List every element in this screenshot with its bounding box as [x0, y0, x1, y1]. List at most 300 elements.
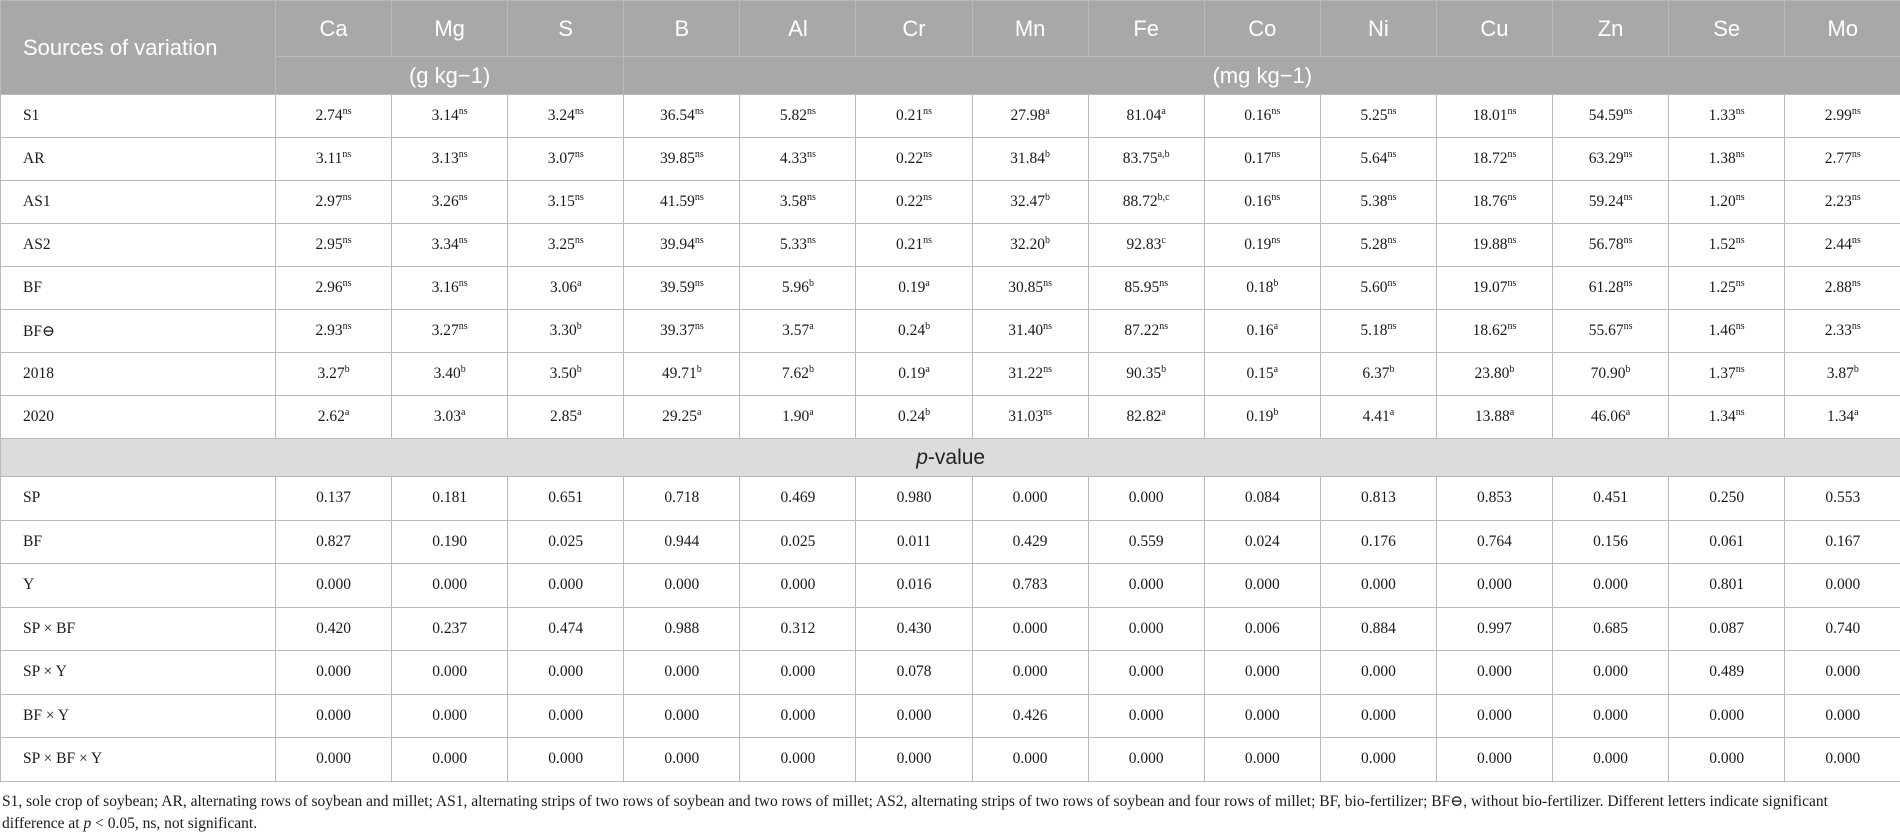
data-cell: [508, 181, 624, 224]
significance-letter: ns: [1735, 149, 1745, 160]
pvalue-cell: 0.250: [1669, 477, 1785, 521]
data-cell: [1088, 138, 1204, 181]
significance-letter: b: [1045, 149, 1051, 160]
significance-letter: ns: [1271, 149, 1281, 160]
pvalue-cell: 0.469: [740, 477, 856, 521]
significance-letter: ns: [342, 192, 352, 203]
significance-letter: ns: [1159, 321, 1169, 332]
significance-letter: ns: [1623, 106, 1633, 117]
cell-value: 0.17: [1244, 150, 1272, 167]
significance-letter: b: [1273, 407, 1279, 418]
significance-letter: ns: [1851, 278, 1861, 289]
data-cell: [856, 353, 972, 396]
data-cell: [972, 181, 1088, 224]
cell-value: 3.13: [431, 150, 459, 167]
significance-letter: b: [1161, 364, 1167, 375]
significance-letter: a: [1161, 407, 1166, 418]
row-label: AS2: [1, 224, 276, 267]
significance-letter: a: [460, 407, 466, 418]
cell-value: 4.41: [1362, 408, 1390, 425]
significance-letter: ns: [342, 321, 352, 332]
significance-letter: ns: [1851, 235, 1861, 246]
data-cell: [856, 267, 972, 310]
data-cell: [392, 310, 508, 353]
column-header-fe: Fe: [1088, 1, 1204, 57]
cell-value: 2.62: [317, 408, 345, 425]
pvalue-cell: 0.651: [508, 477, 624, 521]
significance-letter: ns: [574, 235, 584, 246]
column-header-mo: Mo: [1785, 1, 1900, 57]
data-cell: [1088, 181, 1204, 224]
table-footnote: [0, 791, 1892, 835]
significance-letter: a: [344, 407, 350, 418]
cell-value: 3.57: [782, 322, 810, 339]
data-cell: [1204, 181, 1320, 224]
data-cell: [1088, 353, 1204, 396]
cell-value: 0.21: [896, 107, 924, 124]
significance-letter: a: [1161, 106, 1166, 117]
cell-value: 3.27: [431, 322, 459, 339]
data-cell: [624, 138, 740, 181]
significance-letter: b: [1509, 364, 1515, 375]
cell-value: 19.88: [1472, 236, 1508, 253]
data-cell: [624, 396, 740, 439]
significance-letter: a: [1389, 407, 1395, 418]
cell-value: 49.71: [661, 365, 697, 382]
data-cell: [1785, 138, 1900, 181]
cell-value: 3.27: [317, 365, 345, 382]
data-cell: [740, 267, 856, 310]
data-cell: [1669, 95, 1785, 138]
significance-letter: ns: [458, 235, 468, 246]
significance-letter: a: [1625, 407, 1631, 418]
pvalue-cell: 0.000: [856, 738, 972, 782]
cell-value: 0.15: [1246, 365, 1274, 382]
significance-letter: a: [925, 364, 930, 375]
significance-letter: ns: [1507, 321, 1517, 332]
significance-letter: ns: [1387, 235, 1397, 246]
significance-letter: ns: [1735, 407, 1745, 418]
pvalue-cell: 0.000: [1436, 651, 1552, 695]
data-cell: [740, 181, 856, 224]
cell-value: 3.16: [431, 279, 459, 296]
cell-value: 39.37: [659, 322, 695, 339]
pvalue-cell: 0.011: [856, 520, 972, 564]
cell-value: 0.18: [1246, 279, 1274, 296]
cell-value: 3.26: [431, 193, 459, 210]
pvalue-cell: 0.000: [624, 651, 740, 695]
data-cell: [276, 396, 392, 439]
pvalue-cell: 0.429: [972, 520, 1088, 564]
pvalue-cell: 0.000: [1320, 651, 1436, 695]
pvalue-cell: 0.853: [1436, 477, 1552, 521]
significance-letter: ns: [807, 192, 816, 203]
column-header-b: B: [624, 1, 740, 57]
table-row: [1, 396, 1900, 439]
cell-value: 3.03: [433, 408, 461, 425]
pvalue-cell: 0.988: [624, 607, 740, 651]
cell-value: 0.16: [1244, 193, 1272, 210]
significance-letter: b: [576, 321, 582, 332]
cell-value: 0.22: [896, 193, 924, 210]
pvalue-section-row: [1, 439, 1900, 477]
significance-letter: ns: [1043, 278, 1052, 289]
pvalue-cell: 0.000: [392, 694, 508, 738]
cell-value: 6.37: [1362, 365, 1390, 382]
data-cell: [624, 224, 740, 267]
pvalue-cell: 0.087: [1669, 607, 1785, 651]
row-label: SP: [1, 477, 276, 521]
pvalue-cell: 0.137: [276, 477, 392, 521]
column-header-mn: Mn: [972, 1, 1088, 57]
table-row: [1, 353, 1900, 396]
pvalue-cell: 0.312: [740, 607, 856, 651]
data-cell: [624, 353, 740, 396]
pvalue-cell: 0.000: [276, 694, 392, 738]
data-cell: [624, 95, 740, 138]
data-cell: [972, 353, 1088, 396]
cell-value: 0.22: [896, 150, 924, 167]
data-cell: [856, 224, 972, 267]
data-cell: [392, 267, 508, 310]
data-cell: [1553, 224, 1669, 267]
cell-value: 2.44: [1824, 236, 1852, 253]
pvalue-cell: 0.000: [1669, 694, 1785, 738]
pvalue-cell: 0.000: [1669, 738, 1785, 782]
significance-letter: b,c: [1157, 192, 1170, 203]
pvalue-cell: 0.426: [972, 694, 1088, 738]
data-cell: [508, 138, 624, 181]
cell-value: 18.76: [1472, 193, 1508, 210]
significance-letter: ns: [1623, 235, 1633, 246]
significance-letter: ns: [458, 149, 468, 160]
significance-letter: ns: [1387, 149, 1397, 160]
significance-letter: ns: [1735, 235, 1745, 246]
cell-value: 0.24: [897, 322, 926, 339]
significance-letter: a: [925, 278, 930, 289]
pvalue-cell: 0.000: [1320, 564, 1436, 608]
pvalue-cell: 0.474: [508, 607, 624, 651]
significance-letter: ns: [1735, 106, 1745, 117]
data-cell: [624, 310, 740, 353]
significance-letter: a: [809, 407, 814, 418]
data-cell: [624, 181, 740, 224]
footnote-text-1: S1, sole crop of soybean; AR, alternating rows of soybean and millet; AS1, alternating strips of two rows of soybean and two rows of millet; AS2, alternating strips of two rows of soybean and four rows of millet; BF, bio-fertilizer; BF⊖, without bio-fertilizer. Different letters indicate significant difference at: [2, 793, 1828, 832]
significance-letter: ns: [807, 106, 816, 117]
cell-value: 5.28: [1360, 236, 1388, 253]
pvalue-cell: 0.000: [1436, 738, 1552, 782]
cell-value: 2.97: [315, 193, 343, 210]
data-cell: [1436, 138, 1552, 181]
pvalue-cell: 0.061: [1669, 520, 1785, 564]
pvalue-heading: [1, 439, 1900, 477]
data-cell: [508, 224, 624, 267]
pvalue-cell: 0.000: [1204, 694, 1320, 738]
pvalue-cell: 0.000: [856, 694, 972, 738]
cell-value: 92.83: [1126, 236, 1162, 253]
pvalue-cell: 0.000: [1088, 477, 1204, 521]
data-cell: [740, 95, 856, 138]
pvalue-cell: 0.884: [1320, 607, 1436, 651]
data-cell: [1320, 181, 1436, 224]
data-cell: [1669, 396, 1785, 439]
cell-value: 19.07: [1472, 279, 1508, 296]
pvalue-cell: 0.740: [1785, 607, 1900, 651]
cell-value: 2.88: [1824, 279, 1852, 296]
data-cell: [972, 224, 1088, 267]
pvalue-cell: 0.000: [276, 564, 392, 608]
table-row: [1, 138, 1900, 181]
pvalue-cell: 0.000: [740, 564, 856, 608]
pvalue-cell: 0.000: [1553, 651, 1669, 695]
cell-value: 2.23: [1824, 193, 1852, 210]
data-cell: [1785, 95, 1900, 138]
data-cell: [740, 353, 856, 396]
significance-letter: ns: [1735, 192, 1745, 203]
cell-value: 2.85: [549, 408, 578, 425]
pvalue-cell: 0.000: [276, 738, 392, 782]
cell-value: 2.93: [315, 322, 343, 339]
data-cell: [1785, 267, 1900, 310]
significance-letter: ns: [923, 106, 933, 117]
cell-value: 90.35: [1126, 365, 1162, 382]
significance-letter: b: [808, 364, 814, 375]
significance-letter: a,b: [1157, 149, 1170, 160]
data-cell: [1669, 267, 1785, 310]
cell-value: 32.47: [1010, 193, 1046, 210]
pvalue-cell: 0.000: [740, 651, 856, 695]
pvalue-cell: 0.553: [1785, 477, 1900, 521]
cell-value: 5.96: [781, 279, 809, 296]
data-cell: [1553, 396, 1669, 439]
data-cell: [972, 267, 1088, 310]
pvalue-cell: 0.000: [972, 607, 1088, 651]
data-cell: [1204, 353, 1320, 396]
significance-letter: ns: [1043, 364, 1052, 375]
cell-value: 18.72: [1472, 150, 1508, 167]
pvalue-cell: 0.813: [1320, 477, 1436, 521]
data-cell: [1553, 95, 1669, 138]
table-row: [1, 477, 1900, 521]
column-header-al: Al: [740, 1, 856, 57]
significance-letter: ns: [694, 321, 704, 332]
significance-letter: b: [1273, 278, 1279, 289]
significance-letter: ns: [1271, 192, 1281, 203]
cell-value: 39.85: [659, 150, 695, 167]
data-cell: [1553, 310, 1669, 353]
significance-letter: ns: [694, 106, 704, 117]
cell-value: 1.34: [1826, 408, 1855, 425]
significance-letter: ns: [458, 278, 468, 289]
cell-value: 0.19: [898, 365, 926, 382]
significance-letter: b: [1389, 364, 1395, 375]
pvalue-cell: 0.000: [972, 651, 1088, 695]
cell-value: 39.59: [659, 279, 695, 296]
pvalue-cell: 0.000: [508, 738, 624, 782]
pvalue-cell: 0.000: [972, 738, 1088, 782]
data-cell: [972, 95, 1088, 138]
pvalue-cell: 0.084: [1204, 477, 1320, 521]
cell-value: 54.59: [1588, 107, 1624, 124]
cell-value: 3.25: [547, 236, 575, 253]
significance-letter: ns: [694, 235, 704, 246]
significance-letter: a: [1045, 106, 1050, 117]
cell-value: 1.33: [1708, 107, 1736, 124]
column-header-co: Co: [1204, 1, 1320, 57]
column-header-s: S: [508, 1, 624, 57]
significance-letter: a: [577, 407, 582, 418]
cell-value: 88.72: [1122, 193, 1158, 210]
significance-letter: ns: [1735, 321, 1745, 332]
pvalue-cell: 0.006: [1204, 607, 1320, 651]
significance-letter: b: [1853, 364, 1859, 375]
cell-value: 83.75: [1122, 150, 1158, 167]
data-cell: [1436, 310, 1552, 353]
cell-value: 5.64: [1360, 150, 1388, 167]
cell-value: 3.30: [549, 322, 577, 339]
data-cell: [1436, 396, 1552, 439]
data-cell: [276, 353, 392, 396]
cell-value: 3.50: [549, 365, 577, 382]
cell-value: 31.40: [1008, 322, 1044, 339]
cell-value: 0.21: [896, 236, 924, 253]
unit-label: (g kg−1): [276, 57, 624, 95]
column-header-cr: Cr: [856, 1, 972, 57]
cell-value: 1.52: [1708, 236, 1736, 253]
pvalue-cell: 0.000: [624, 738, 740, 782]
significance-letter: ns: [923, 192, 933, 203]
row-label: 2020: [1, 396, 276, 439]
data-cell: [276, 310, 392, 353]
pvalue-cell: 0.000: [1553, 564, 1669, 608]
cell-value: 55.67: [1588, 322, 1624, 339]
data-cell: [1669, 138, 1785, 181]
significance-letter: ns: [1851, 321, 1861, 332]
pvalue-cell: 0.000: [1320, 738, 1436, 782]
cell-value: 1.20: [1708, 193, 1736, 210]
significance-letter: ns: [1159, 278, 1169, 289]
data-cell: [1204, 396, 1320, 439]
pvalue-cell: 0.000: [1436, 694, 1552, 738]
data-cell: [624, 267, 740, 310]
pvalue-cell: 0.000: [624, 694, 740, 738]
data-cell: [1669, 310, 1785, 353]
pvalue-cell: 0.764: [1436, 520, 1552, 564]
pvalue-cell: 0.000: [1436, 564, 1552, 608]
data-cell: [1553, 353, 1669, 396]
unit-row: [1, 57, 1900, 95]
pvalue-cell: 0.000: [508, 564, 624, 608]
significance-letter: ns: [1623, 278, 1633, 289]
data-cell: [740, 138, 856, 181]
pvalue-cell: 0.025: [740, 520, 856, 564]
data-cell: [740, 310, 856, 353]
data-cell: [1436, 224, 1552, 267]
data-cell: [1436, 95, 1552, 138]
cell-value: 5.33: [779, 236, 808, 253]
pvalue-cell: 0.000: [392, 564, 508, 608]
data-cell: [1204, 267, 1320, 310]
data-cell: [1785, 310, 1900, 353]
pvalue-cell: 0.000: [1785, 694, 1900, 738]
pvalue-cell: 0.000: [1204, 564, 1320, 608]
row-label: SP × Y: [1, 651, 276, 695]
pvalue-cell: 0.801: [1669, 564, 1785, 608]
pvalue-cell: 0.176: [1320, 520, 1436, 564]
cell-value: 2.74: [315, 107, 343, 124]
row-label: 2018: [1, 353, 276, 396]
significance-letter: ns: [923, 235, 933, 246]
cell-value: 5.25: [1360, 107, 1388, 124]
pvalue-cell: 0.000: [1088, 651, 1204, 695]
significance-letter: ns: [694, 149, 704, 160]
significance-letter: ns: [694, 278, 704, 289]
cell-value: 2.96: [315, 279, 343, 296]
data-cell: [508, 267, 624, 310]
data-cell: [1320, 310, 1436, 353]
significance-letter: a: [1509, 407, 1515, 418]
data-cell: [1785, 224, 1900, 267]
significance-letter: ns: [342, 235, 352, 246]
pvalue-cell: 0.559: [1088, 520, 1204, 564]
table-row: [1, 224, 1900, 267]
pvalue-cell: 0.000: [392, 651, 508, 695]
data-cell: [1088, 267, 1204, 310]
cell-value: 7.62: [781, 365, 809, 382]
pvalue-cell: 0.000: [972, 477, 1088, 521]
significance-letter: ns: [342, 149, 352, 160]
cell-value: 81.04: [1126, 107, 1162, 124]
row-label: SP × BF: [1, 607, 276, 651]
significance-letter: ns: [1387, 106, 1397, 117]
data-cell: [1088, 310, 1204, 353]
significance-letter: b: [344, 364, 350, 375]
significance-letter: ns: [574, 149, 584, 160]
data-cell: [1088, 396, 1204, 439]
significance-letter: ns: [1623, 149, 1633, 160]
significance-letter: ns: [1271, 235, 1281, 246]
cell-value: 18.01: [1472, 107, 1508, 124]
significance-letter: a: [1854, 407, 1859, 418]
pvalue-cell: 0.000: [1320, 694, 1436, 738]
significance-letter: ns: [574, 192, 584, 203]
cell-value: 3.40: [433, 365, 461, 382]
data-cell: [1436, 353, 1552, 396]
pvalue-cell: 0.000: [740, 738, 856, 782]
significance-letter: b: [460, 364, 466, 375]
cell-value: 59.24: [1588, 193, 1624, 210]
significance-letter: ns: [1735, 364, 1745, 375]
cell-value: 1.25: [1708, 279, 1736, 296]
pvalue-cell: 0.237: [392, 607, 508, 651]
column-header-cu: Cu: [1436, 1, 1552, 57]
pvalue-cell: 0.000: [1785, 651, 1900, 695]
data-cell: [856, 95, 972, 138]
significance-letter: b: [1045, 235, 1051, 246]
significance-letter: a: [1273, 364, 1279, 375]
significance-letter: ns: [1271, 106, 1281, 117]
cell-value: 3.58: [779, 193, 808, 210]
data-cell: [508, 396, 624, 439]
significance-letter: ns: [1507, 278, 1517, 289]
significance-letter: ns: [1507, 106, 1517, 117]
cell-value: 0.16: [1244, 107, 1272, 124]
row-label: BF⊖: [1, 310, 276, 353]
cell-value: 29.25: [662, 408, 698, 425]
significance-letter: ns: [1043, 321, 1052, 332]
sources-of-variation-header: Sources of variation: [1, 1, 276, 95]
cell-value: 3.24: [547, 107, 575, 124]
